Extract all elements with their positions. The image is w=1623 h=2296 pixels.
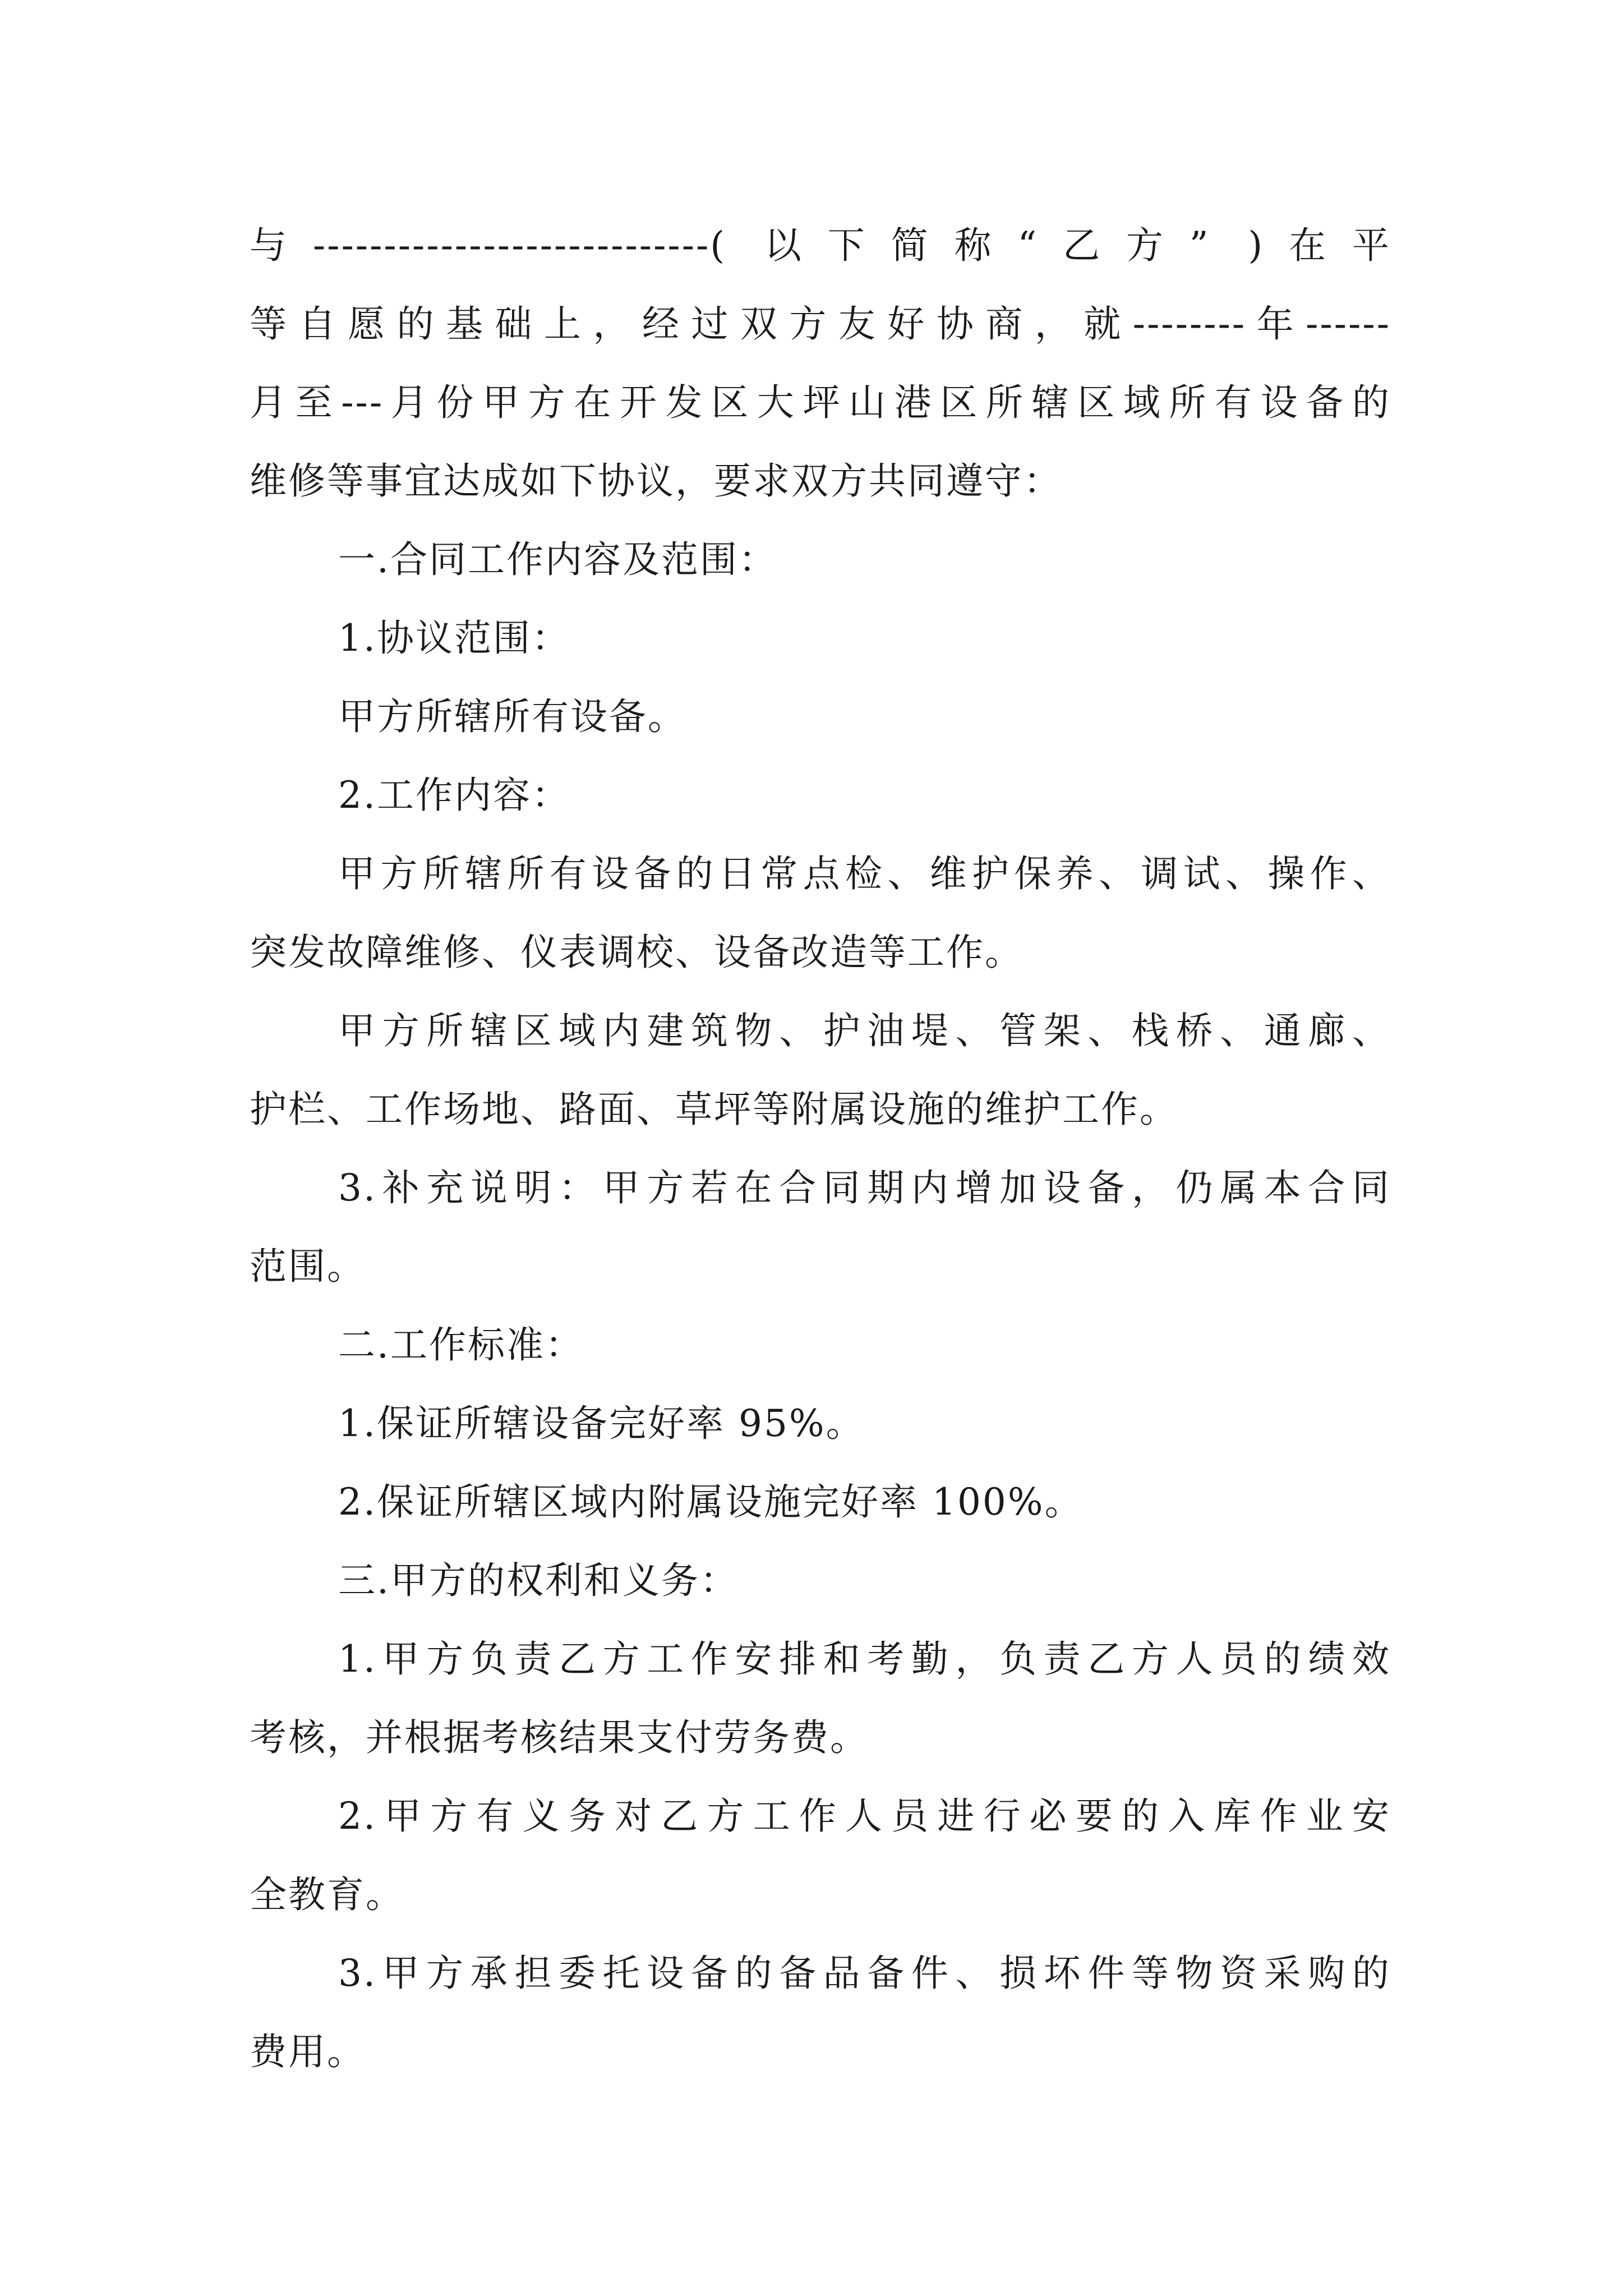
body-line: 1.保证所辖设备完好率 95%。 — [338, 1402, 865, 1445]
body-line: 甲方所辖所有设备的日常点检、维护保养、调试、操作、 — [338, 852, 1391, 895]
body-line: 3.补充说明：甲方若在合同期内增加设备，仍属本合同 — [338, 1166, 1391, 1209]
contract-body — [250, 206, 1391, 2091]
clause-heading: 1.协议范围： — [338, 616, 570, 660]
body-line: 护栏、工作场地、路面、草坪等附属设施的维护工作。 — [250, 1088, 1178, 1131]
body-line: 与----------------------------( 以下简称“乙方” )在平 — [250, 224, 1391, 267]
section-heading: 二.工作标准： — [338, 1323, 584, 1366]
body-line: 突发故障维修、仪表调校、设备改造等工作。 — [250, 931, 1023, 974]
clause-heading: 2.工作内容： — [338, 774, 570, 817]
body-line: 甲方所辖所有设备。 — [338, 695, 686, 738]
body-line: 甲方所辖区域内建筑物、护油堤、管架、栈桥、通廊、 — [338, 1009, 1391, 1052]
body-line: 月至---月份甲方在开发区大坪山港区所辖区域所有设备的 — [250, 381, 1391, 424]
body-line: 范围。 — [250, 1245, 366, 1288]
body-line: 考核，并根据考核结果支付劳务费。 — [250, 1716, 869, 1759]
body-line: 费用。 — [250, 2030, 366, 2073]
section-heading: 三.甲方的权利和义务： — [338, 1559, 739, 1602]
body-line: 等自愿的基础上，经过双方友好协商，就--------年------ — [250, 302, 1391, 346]
body-line: 3.甲方承担委托设备的备品备件、损坏件等物资采购的 — [338, 1952, 1391, 1995]
body-line: 维修等事宜达成如下协议，要求双方共同遵守： — [250, 459, 1062, 503]
body-line: 2.甲方有义务对乙方工作人员进行必要的入库作业安 — [338, 1795, 1391, 1838]
body-line: 全教育。 — [250, 1873, 404, 1916]
section-heading: 一.合同工作内容及范围： — [338, 538, 777, 581]
body-line: 2.保证所辖区域内附属设施完好率 100%。 — [338, 1480, 1083, 1524]
body-line: 1.甲方负责乙方工作安排和考勤，负责乙方人员的绩效 — [338, 1637, 1391, 1681]
